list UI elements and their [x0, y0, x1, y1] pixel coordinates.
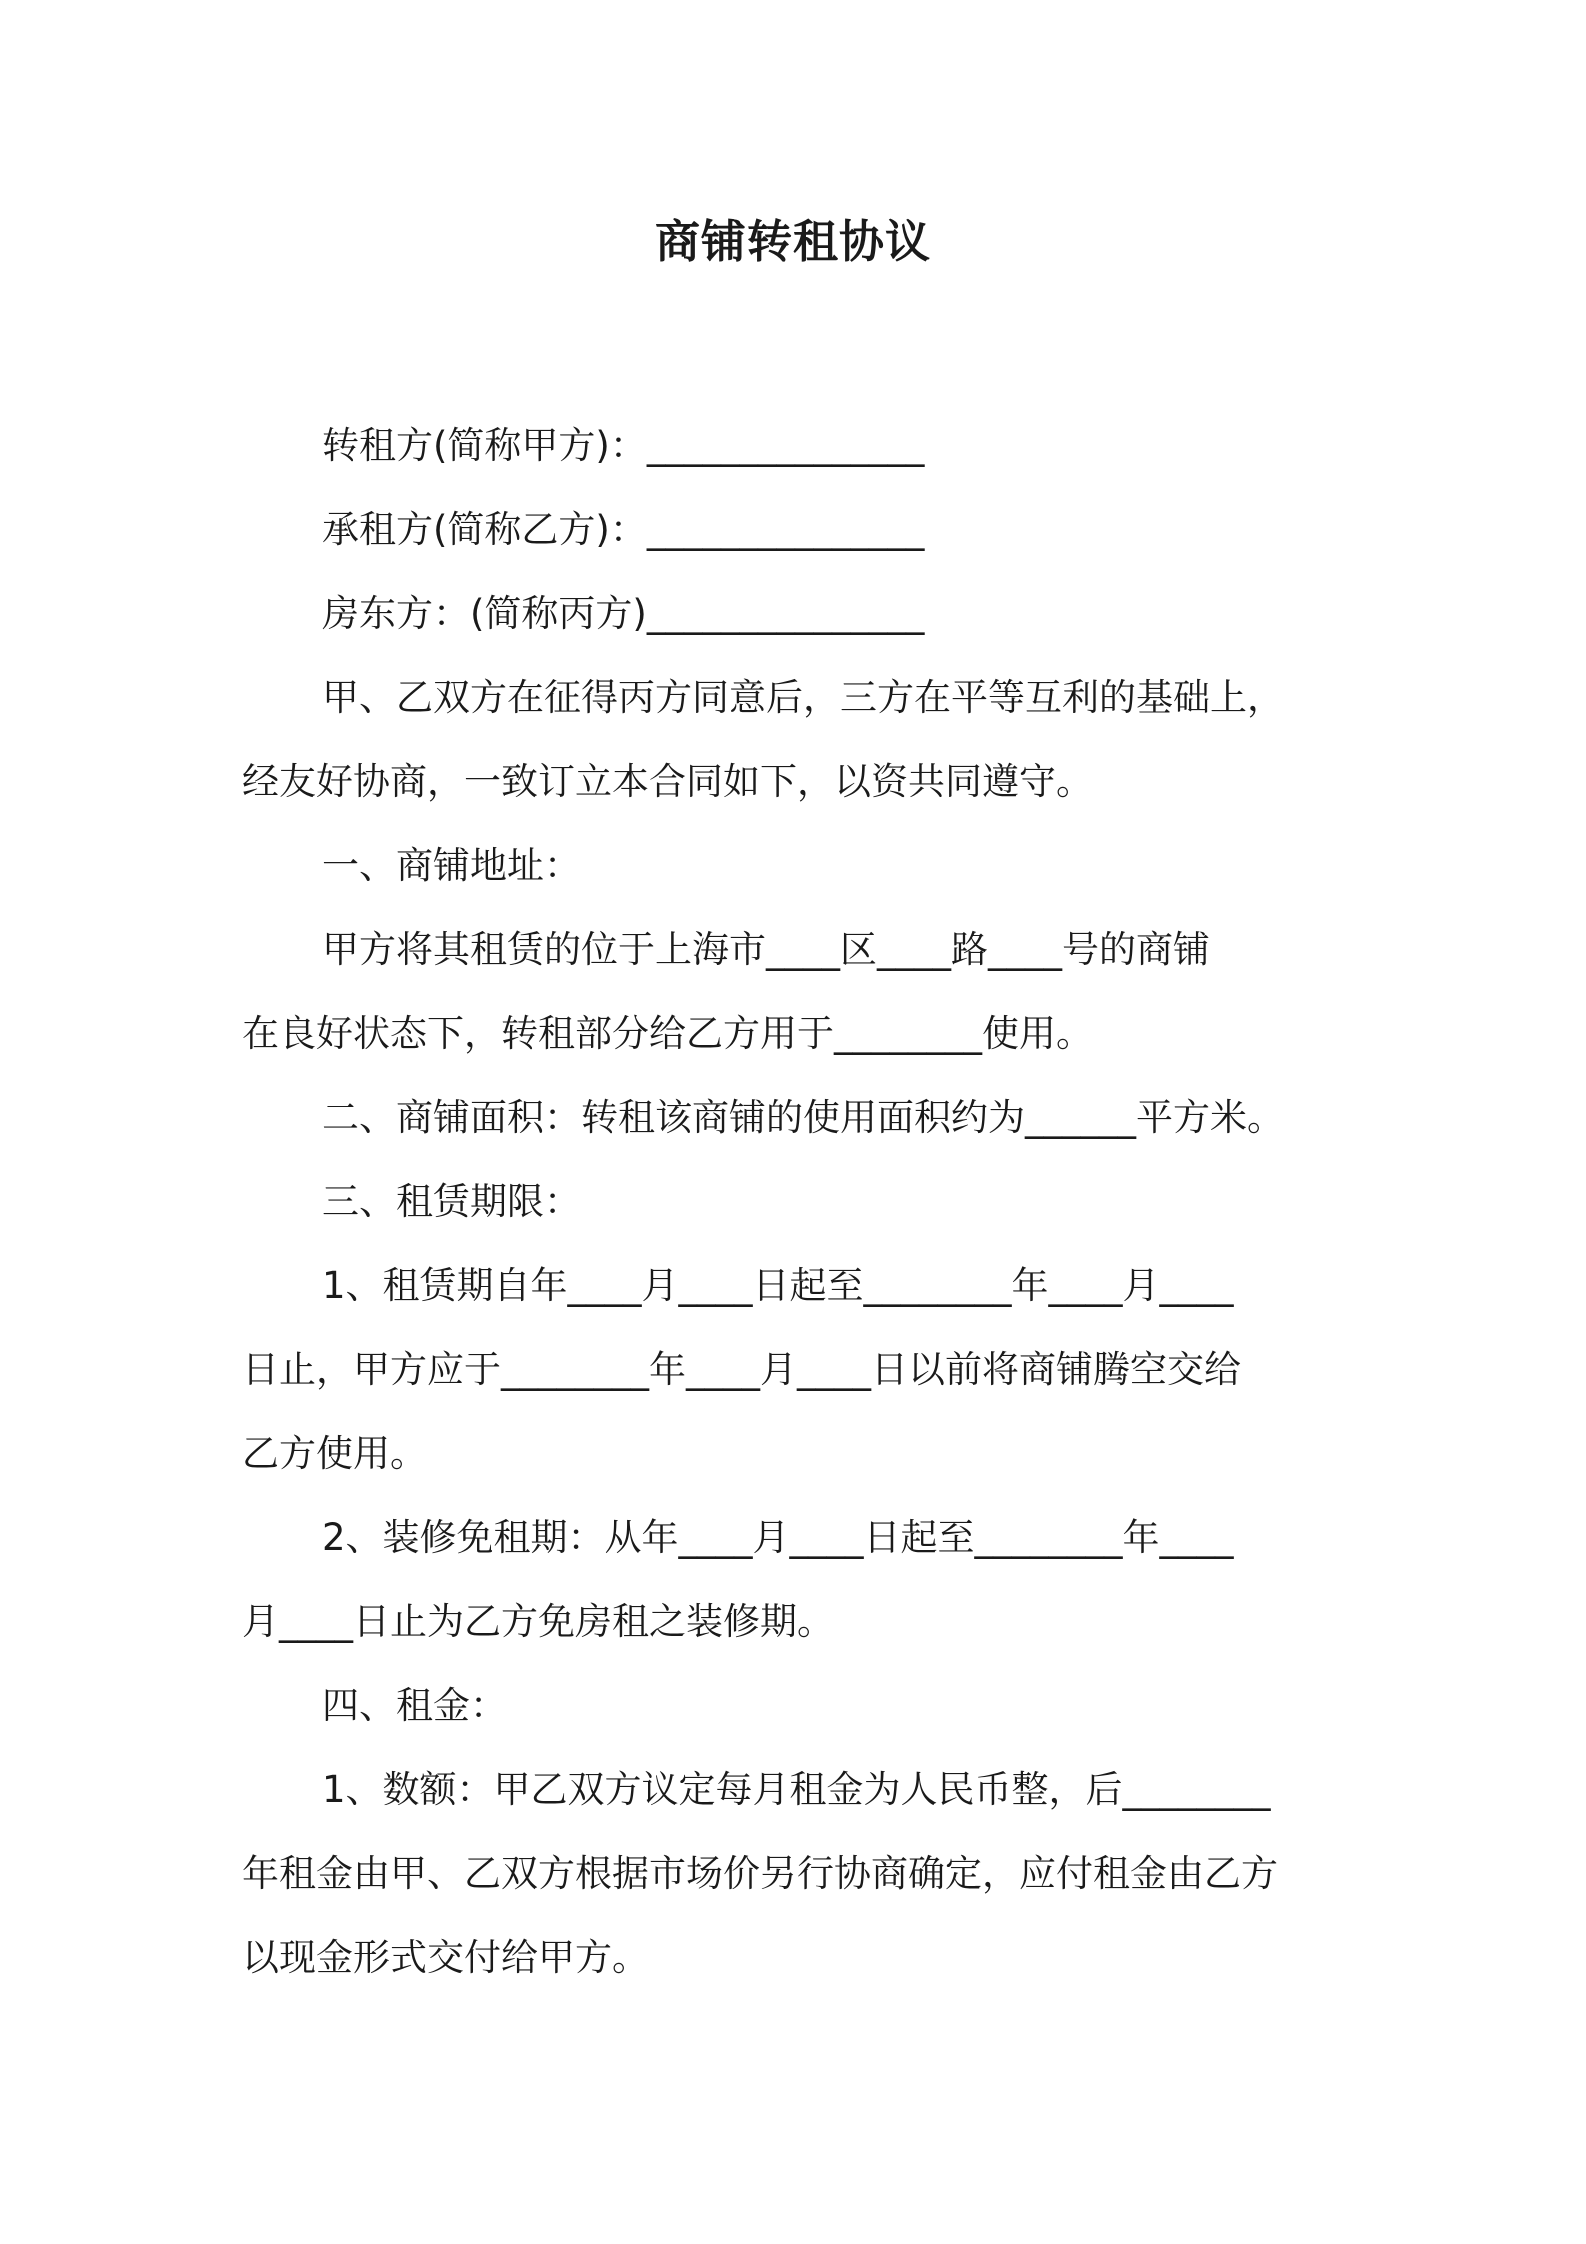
section-1-line-2: 在良好状态下，转租部分给乙方用于________使用。	[242, 1012, 1093, 1055]
section-1	[242, 824, 1352, 1076]
section-3-item-2-line-1: 2、装修免租期：从年____月____日起至________年____	[322, 1516, 1234, 1559]
party-lessee	[242, 488, 1352, 572]
section-4-item-1-line-2: 年租金由甲、乙双方根据市场价另行协商确定，应付租金由乙方	[242, 1852, 1278, 1895]
section-3	[242, 1160, 1352, 1664]
section-3-item-1-line-3: 乙方使用。	[242, 1432, 427, 1475]
section-2	[242, 1076, 1352, 1160]
party-sublessor	[242, 404, 1352, 488]
section-4-heading: 四、租金：	[322, 1684, 507, 1727]
section-3-item-1-line-1: 1、租赁期自年____月____日起至________年____月____	[322, 1264, 1234, 1307]
document-title: 商铺转租协议	[654, 215, 931, 268]
section-4-item-1-line-1: 1、数额：甲乙双方议定每月租金为人民币整，后________	[322, 1768, 1271, 1811]
section-4	[242, 1664, 1352, 2000]
party-sublessor-line: 转租方(简称甲方)：_______________	[322, 424, 925, 467]
section-4-item-1-line-3: 以现金形式交付给甲方。	[242, 1936, 649, 1979]
party-landlord	[242, 572, 1352, 656]
section-3-item-1-line-2: 日止，甲方应于________年____月____日以前将商铺腾空交给	[242, 1348, 1241, 1391]
section-3-heading: 三、租赁期限：	[322, 1180, 581, 1223]
section-1-heading: 一、商铺地址：	[322, 844, 581, 887]
party-lessee-line: 承租方(简称乙方)：_______________	[322, 508, 925, 551]
party-landlord-line: 房东方：(简称丙方)_______________	[322, 592, 925, 635]
preamble-line-2: 经友好协商，一致订立本合同如下，以资共同遵守。	[242, 760, 1093, 803]
section-1-line-1: 甲方将其租赁的位于上海市____区____路____号的商铺	[322, 928, 1210, 971]
section-2-text: 二、商铺面积：转租该商铺的使用面积约为______平方米。	[322, 1096, 1284, 1139]
preamble-line-1: 甲、乙双方在征得丙方同意后，三方在平等互利的基础上，	[322, 676, 1284, 719]
section-3-item-2-line-2: 月____日止为乙方免房租之装修期。	[242, 1600, 834, 1643]
document-body	[242, 404, 1352, 2000]
preamble-paragraph	[242, 656, 1352, 824]
